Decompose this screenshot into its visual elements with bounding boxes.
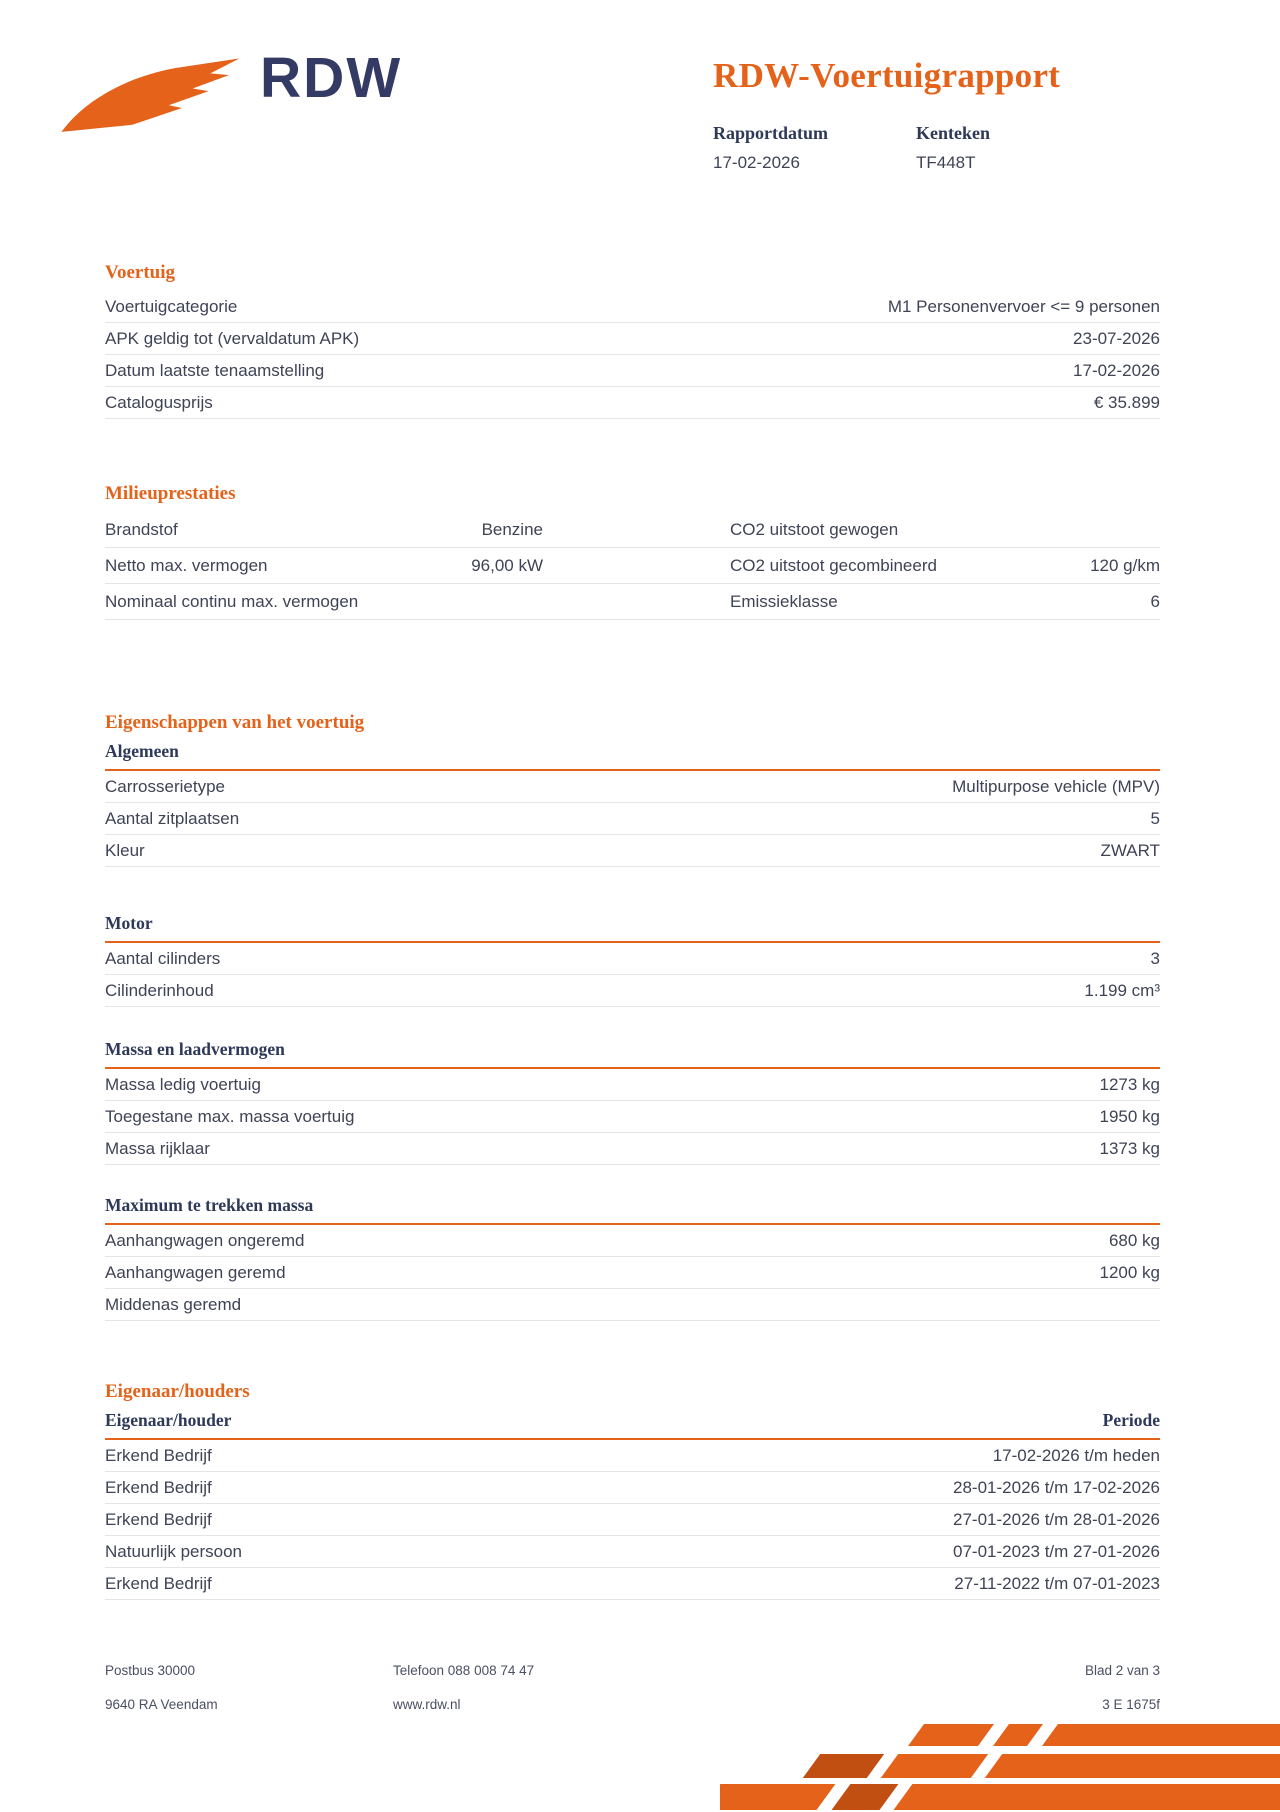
footer-address bbox=[105, 1663, 393, 1731]
table-row bbox=[105, 943, 1160, 975]
report-content bbox=[0, 262, 1280, 1600]
table-row bbox=[105, 1504, 1160, 1536]
footer-stripes-graphic bbox=[720, 1724, 1280, 1812]
row-label: Nominaal continu max. vermogen bbox=[105, 591, 359, 611]
kenteken-value: TF448T bbox=[916, 153, 976, 172]
table-row bbox=[105, 355, 1160, 387]
footer-phone: Telefoon 088 008 74 47 bbox=[393, 1663, 535, 1678]
footer-city: 9640 RA Veendam bbox=[105, 1697, 218, 1712]
row-label: Catalogusprijs bbox=[105, 392, 213, 412]
table-row bbox=[105, 1225, 1160, 1257]
page-footer bbox=[105, 1663, 1160, 1731]
rdw-logo-text: RDW bbox=[260, 46, 403, 110]
row-label: Massa rijklaar bbox=[105, 1138, 210, 1158]
row-value: 1373 kg bbox=[1099, 1138, 1160, 1158]
table-row bbox=[105, 387, 1160, 419]
table-row bbox=[105, 835, 1160, 867]
row-value: Multipurpose vehicle (MPV) bbox=[952, 776, 1160, 796]
report-meta bbox=[713, 123, 1119, 173]
subsection-massa-en-laadvermogen bbox=[105, 1039, 1160, 1165]
row-label: Cilinderinhoud bbox=[105, 980, 214, 1000]
footer-contact bbox=[393, 1663, 1085, 1731]
row-label: Datum laatste tenaamstelling bbox=[105, 360, 325, 380]
table-row bbox=[105, 975, 1160, 1007]
row-value: 17-02-2026 bbox=[1073, 360, 1160, 380]
row-value: 23-07-2026 bbox=[1073, 328, 1160, 348]
subsection-heading: Massa en laadvermogen bbox=[105, 1039, 1160, 1069]
subsection-heading: Maximum te trekken massa bbox=[105, 1195, 1160, 1225]
row-value: 6 bbox=[1150, 591, 1160, 611]
subsection-motor bbox=[105, 913, 1160, 1007]
owner-period: 27-11-2022 t/m 07-01-2023 bbox=[954, 1573, 1160, 1593]
owner-name: Erkend Bedrijf bbox=[105, 1477, 212, 1497]
footer-postbus: Postbus 30000 bbox=[105, 1663, 196, 1678]
table-row bbox=[105, 1568, 1160, 1600]
label-value-pair bbox=[730, 556, 1160, 576]
label-value-pair bbox=[105, 520, 543, 540]
table-row bbox=[105, 1069, 1160, 1101]
row-value: 680 kg bbox=[1108, 1230, 1160, 1250]
row-label: Toegestane max. massa voertuig bbox=[105, 1106, 355, 1126]
table-row bbox=[105, 803, 1160, 835]
subsection-heading: Motor bbox=[105, 913, 1160, 943]
owners-table-header bbox=[105, 1410, 1160, 1440]
table-row bbox=[105, 291, 1160, 323]
subsection-algemeen bbox=[105, 741, 1160, 867]
row-label: APK geldig tot (vervaldatum APK) bbox=[105, 328, 360, 348]
row-value: 5 bbox=[1150, 808, 1160, 828]
owners-column-owner: Eigenaar/houder bbox=[105, 1410, 232, 1430]
label-value-pair bbox=[105, 556, 543, 576]
table-row bbox=[105, 1289, 1160, 1321]
table-row bbox=[105, 548, 1160, 584]
row-label: Carrosserietype bbox=[105, 776, 225, 796]
report-header bbox=[0, 0, 1280, 251]
row-value: ZWART bbox=[1100, 840, 1160, 860]
report-title-block bbox=[713, 56, 1119, 173]
table-row bbox=[105, 1133, 1160, 1165]
owner-period: 07-01-2023 t/m 27-01-2026 bbox=[953, 1541, 1160, 1561]
row-label: Massa ledig voertuig bbox=[105, 1074, 261, 1094]
row-label: Aanhangwagen geremd bbox=[105, 1262, 286, 1282]
label-value-pair bbox=[105, 592, 543, 612]
owner-name: Erkend Bedrijf bbox=[105, 1509, 212, 1529]
row-label: Netto max. vermogen bbox=[105, 555, 268, 575]
table-row bbox=[105, 584, 1160, 620]
rdw-logo bbox=[58, 48, 402, 144]
section-voertuig bbox=[105, 262, 1160, 419]
row-value: 1273 kg bbox=[1099, 1074, 1160, 1094]
row-label: Aanhangwagen ongeremd bbox=[105, 1230, 305, 1250]
kenteken-label: Kenteken bbox=[916, 123, 990, 143]
section-milieuprestaties bbox=[105, 483, 1160, 620]
row-label: Emissieklasse bbox=[730, 591, 838, 611]
row-label: Middenas geremd bbox=[105, 1294, 242, 1314]
rdw-swoosh-icon bbox=[58, 48, 244, 144]
footer-doc-code: 3 E 1675f bbox=[1102, 1697, 1160, 1712]
row-value: 3 bbox=[1150, 948, 1160, 968]
row-value: 1200 kg bbox=[1099, 1262, 1160, 1282]
row-value: 1950 kg bbox=[1099, 1106, 1160, 1126]
table-row bbox=[105, 771, 1160, 803]
row-label: Brandstof bbox=[105, 519, 178, 539]
row-label: Voertuigcategorie bbox=[105, 296, 238, 316]
row-label: CO2 uitstoot gecombineerd bbox=[730, 555, 937, 575]
page-title: RDW-Voertuigrapport bbox=[713, 56, 1061, 95]
section-heading-voertuig: Voertuig bbox=[105, 262, 176, 283]
row-value: € 35.899 bbox=[1093, 392, 1160, 412]
row-label: Aantal zitplaatsen bbox=[105, 808, 240, 828]
section-heading-eigenaar-houders: Eigenaar/houders bbox=[105, 1381, 250, 1402]
owner-name: Natuurlijk persoon bbox=[105, 1541, 243, 1561]
row-value: M1 Personenvervoer <= 9 personen bbox=[887, 296, 1160, 316]
owner-period: 17-02-2026 t/m heden bbox=[992, 1445, 1160, 1465]
table-row bbox=[105, 1101, 1160, 1133]
footer-pageinfo bbox=[1085, 1663, 1160, 1731]
owner-name: Erkend Bedrijf bbox=[105, 1445, 212, 1465]
report-date-label: Rapportdatum bbox=[713, 123, 829, 143]
table-row bbox=[105, 1257, 1160, 1289]
kenteken-block bbox=[916, 123, 1119, 173]
owner-period: 28-01-2026 t/m 17-02-2026 bbox=[953, 1477, 1160, 1497]
footer-page-number: Blad 2 van 3 bbox=[1084, 1663, 1160, 1678]
table-row bbox=[105, 1440, 1160, 1472]
section-heading-milieuprestaties: Milieuprestaties bbox=[105, 483, 236, 504]
section-heading-eigenschappen: Eigenschappen van het voertuig bbox=[105, 712, 365, 733]
owner-period: 27-01-2026 t/m 28-01-2026 bbox=[953, 1509, 1160, 1529]
report-date-value: 17-02-2026 bbox=[713, 153, 800, 172]
row-value: 120 g/km bbox=[1090, 555, 1160, 575]
owners-column-period: Periode bbox=[1102, 1410, 1160, 1430]
row-value: 96,00 kW bbox=[471, 555, 543, 575]
table-row bbox=[105, 323, 1160, 355]
row-label: CO2 uitstoot gewogen bbox=[730, 519, 899, 539]
label-value-pair bbox=[730, 520, 1160, 540]
subsection-heading: Algemeen bbox=[105, 741, 1160, 771]
owner-name: Erkend Bedrijf bbox=[105, 1573, 212, 1593]
label-value-pair bbox=[730, 592, 1160, 612]
table-row bbox=[105, 1472, 1160, 1504]
row-label: Kleur bbox=[105, 840, 145, 860]
row-value: Benzine bbox=[481, 519, 543, 539]
row-label: Aantal cilinders bbox=[105, 948, 221, 968]
section-eigenaar-houders bbox=[105, 1381, 1160, 1600]
section-eigenschappen bbox=[105, 712, 1160, 1321]
report-date-block bbox=[713, 123, 916, 173]
row-value: 1.199 cm³ bbox=[1084, 980, 1160, 1000]
table-row bbox=[105, 512, 1160, 548]
table-row bbox=[105, 1536, 1160, 1568]
subsection-maximum-te-trekken-massa bbox=[105, 1195, 1160, 1321]
footer-website: www.rdw.nl bbox=[393, 1697, 461, 1712]
